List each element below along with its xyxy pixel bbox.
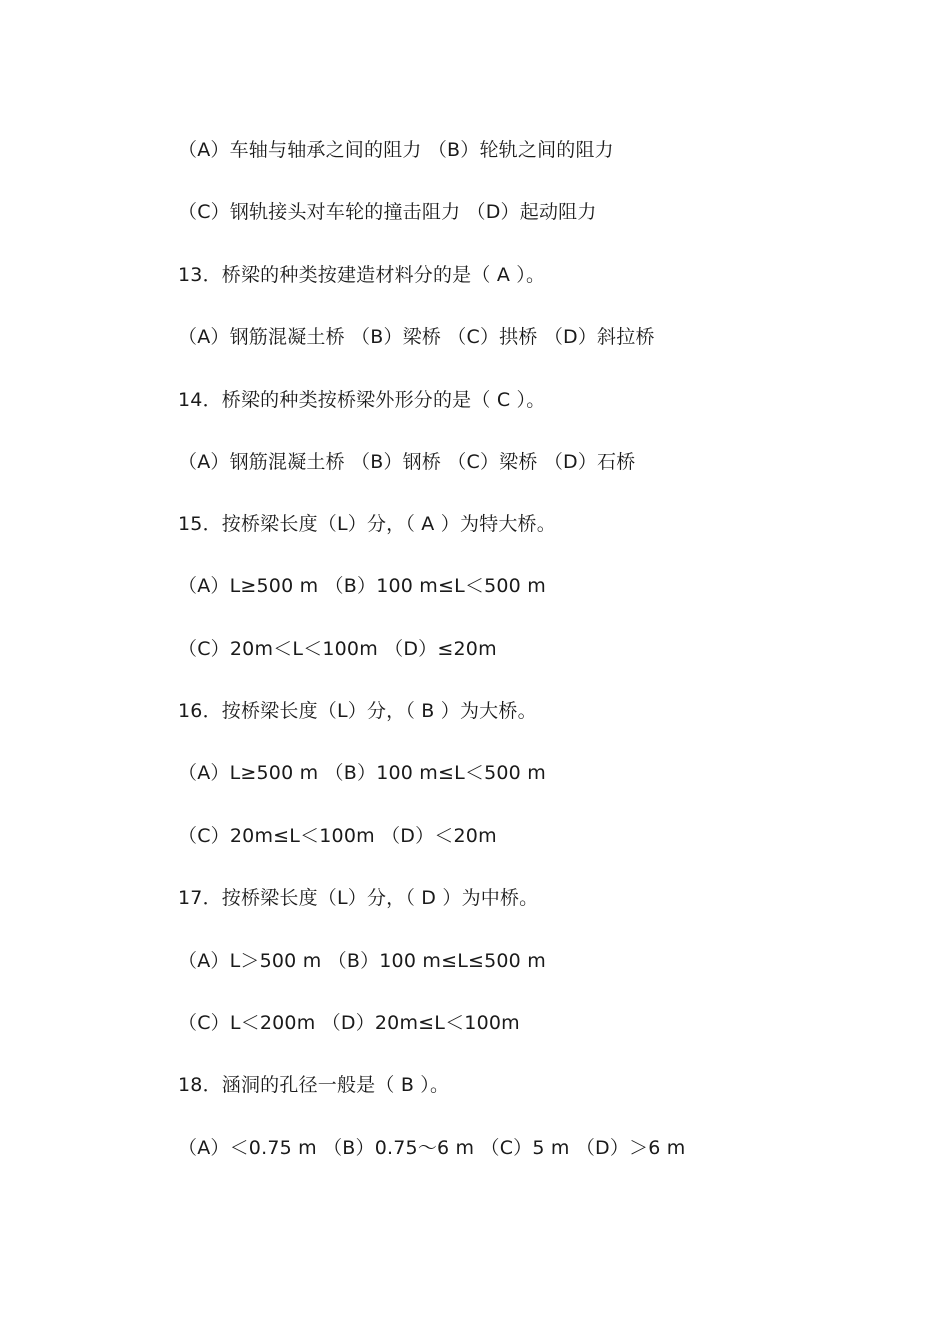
options-18: （A）＜0.75 m （B）0.75～6 m （C）5 m （D）＞6 m — [178, 1137, 686, 1159]
question-14: 14．桥梁的种类按桥梁外形分的是（ C ）。 — [178, 389, 546, 411]
options-17-cd: （C）L＜200m （D）20m≤L＜100m — [178, 1012, 520, 1034]
question-16: 16．按桥梁长度（L）分，（ B ）为大桥。 — [178, 700, 537, 722]
options-16-ab: （A）L≥500 m （B）100 m≤L＜500 m — [178, 762, 546, 784]
option-line-12cd: （C）钢轨接头对车轮的撞击阻力 （D）起动阻力 — [178, 201, 597, 223]
question-17: 17．按桥梁长度（L）分，（ D ）为中桥。 — [178, 887, 539, 909]
options-13: （A）钢筋混凝土桥 （B）梁桥 （C）拱桥 （D）斜拉桥 — [178, 326, 655, 348]
question-15: 15．按桥梁长度（L）分，（ A ）为特大桥。 — [178, 513, 556, 535]
options-16-cd: （C）20m≤L＜100m （D）＜20m — [178, 825, 497, 847]
question-18: 18．涵洞的孔径一般是（ B ）。 — [178, 1074, 450, 1096]
options-15-cd: （C）20m＜L＜100m （D）≤20m — [178, 638, 497, 660]
options-14: （A）钢筋混凝土桥 （B）钢桥 （C）梁桥 （D）石桥 — [178, 451, 636, 473]
option-line-12ab: （A）车轴与轴承之间的阻力 （B）轮轨之间的阻力 — [178, 139, 614, 161]
options-17-ab: （A）L＞500 m （B）100 m≤L≤500 m — [178, 950, 546, 972]
question-13: 13．桥梁的种类按建造材料分的是（ A ）。 — [178, 264, 546, 286]
options-15-ab: （A）L≥500 m （B）100 m≤L＜500 m — [178, 575, 546, 597]
